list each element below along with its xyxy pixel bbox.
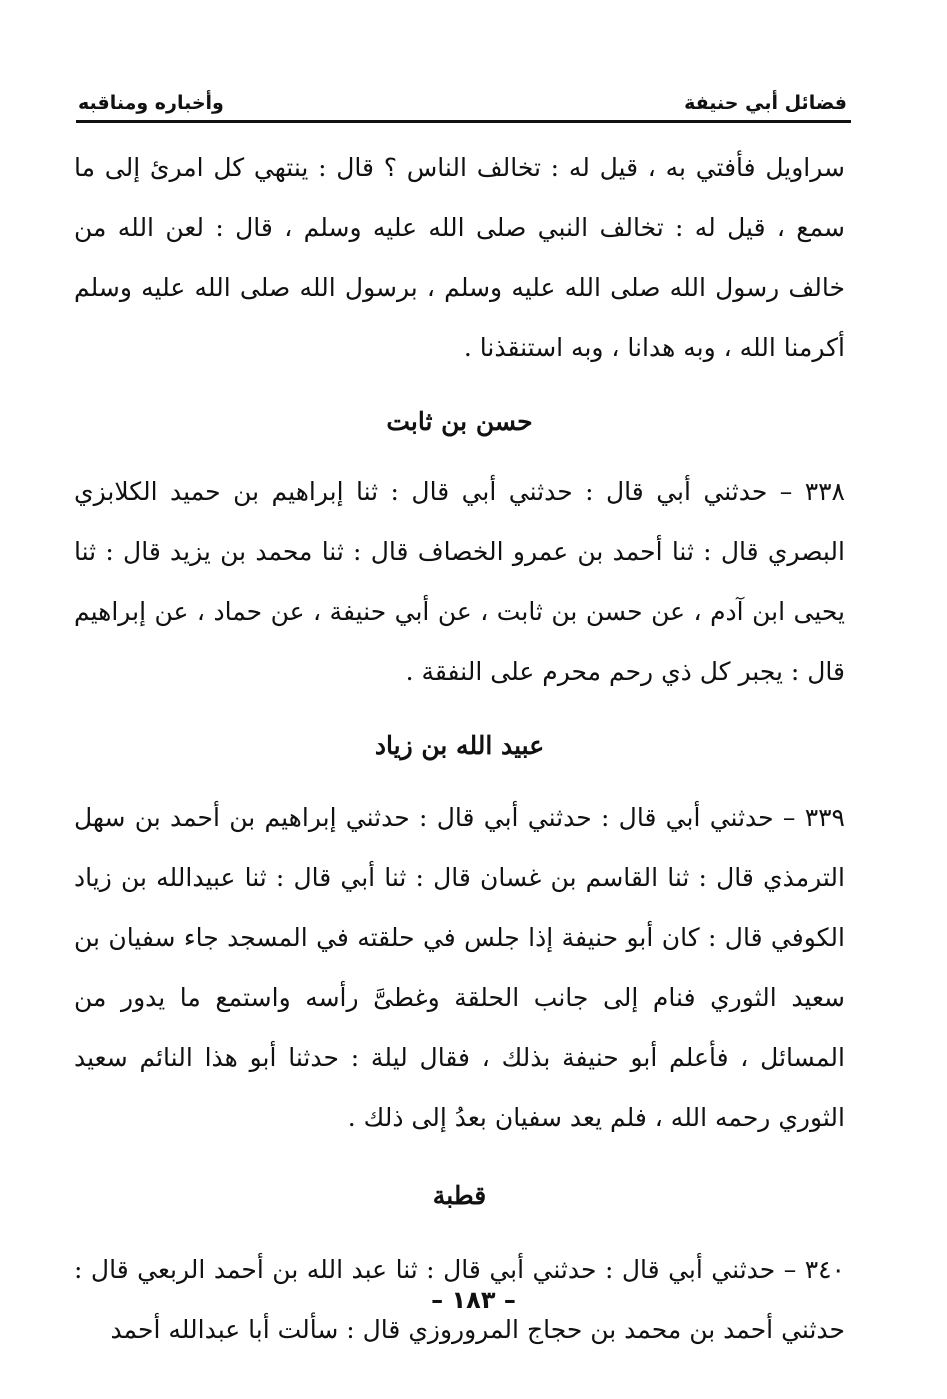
section-title-ubaydullah-ibn-ziyad: عبيد الله بن زياد (374, 731, 545, 760)
narration-339: ٣٣٩ – حدثني أبي قال : حدثني أبي قال : حدثني إبراهيم بن أحمد بن سهل الترمذي قال : ثنا القاسم بن غسان قال : ثنا أبي قال : ثنا عبيدالله بن زياد الكوفي قال : كان أبو حنيفة إذا جلس في حلقته في المسجد جاء سفيان بن سعيد الثوري فنام إلى جانب الحلقة وغطىَّ رأسه واستمع ما يدور من المسائل ، فأعلم أبو حنيفة بذلك ، فقال ليلة : حدثنا أبو هذا النائم سعيد الثوري رحمه الله ، فلم يعد سفيان بعدُ إلى ذلك . (74, 803, 845, 1132)
header-rule (76, 120, 851, 123)
page-number: – ١٨٣ – (431, 1286, 516, 1314)
narration-338: ٣٣٨ – حدثني أبي قال : حدثني أبي قال : ثنا إبراهيم بن حميد الكلابزي البصري قال : ثنا أحمد بن عمرو الخصاف قال : ثنا محمد بن يزيد قال : ثنا يحيى ابن آدم ، عن حسن بن ثابت ، عن أبي حنيفة ، عن حماد ، عن إبراهيم قال : يجبر كل ذي رحم محرم على النفقة . (74, 477, 845, 686)
running-header (78, 80, 847, 114)
section-title-qutba: قطبة (432, 1181, 487, 1210)
continued-paragraph: سراويل فأفتي به ، قيل له : تخالف الناس ؟ قال : ينتهي كل امرئ إلى ما سمع ، قيل له : تخالف النبي صلى الله عليه وسلم ، قال : لعن الله من خالف رسول الله صلى الله عليه وسلم ، برسول الله صلى الله عليه وسلم أكرمنا الله ، وبه هدانا ، وبه استنقذنا . (74, 153, 845, 362)
section-title-hasan-ibn-thabit: حسن بن ثابت (386, 407, 533, 436)
header-book-title: فضائل أبي حنيفة (684, 92, 847, 114)
main-text (74, 138, 845, 1360)
header-book-subtitle: وأخباره ومناقبه (78, 92, 224, 114)
narration-340: ٣٤٠ – حدثني أبي قال : حدثني أبي قال : ثنا عبد الله بن أحمد الربعي قال : حدثني أحمد بن محمد بن حجاج المروروزي قال : سألت أبا عبدالله أحمد (74, 1255, 845, 1344)
